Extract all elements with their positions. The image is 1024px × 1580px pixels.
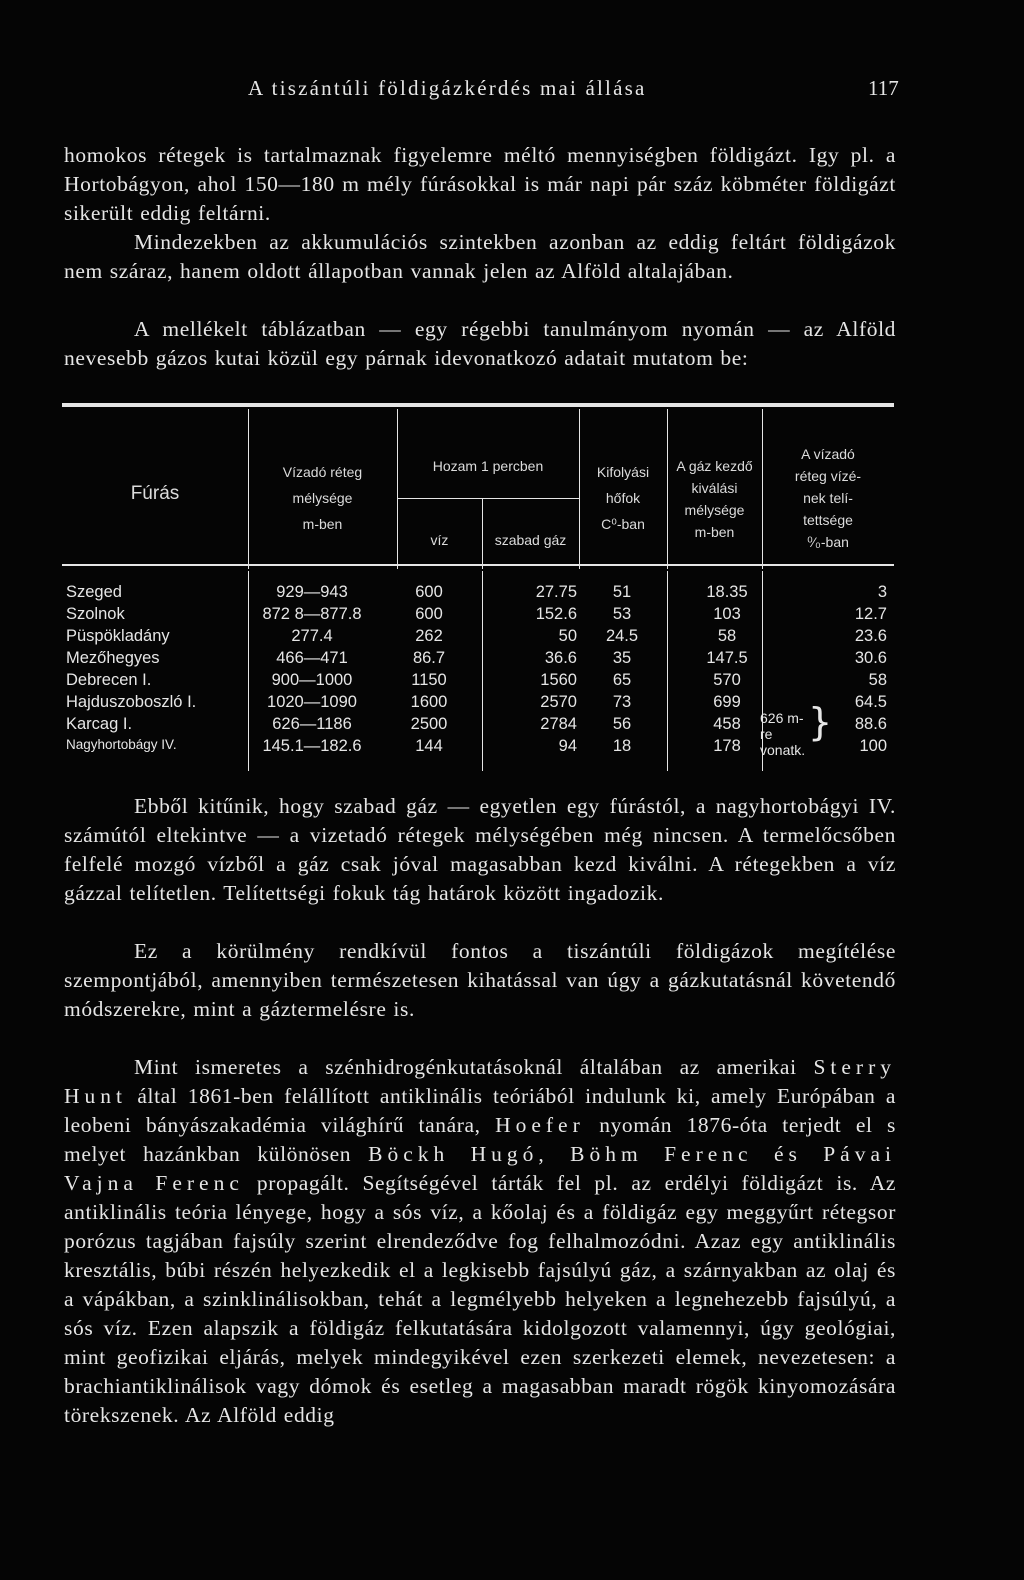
header-telitettseg: A vízadó réteg vízé- nek telí- tettsége ⁰⁄₀-ban	[794, 446, 862, 550]
cell-saturation: 3	[877, 583, 887, 601]
running-head	[0, 76, 1024, 106]
running-title: A tiszántúli földigázkérdés mai állása	[248, 76, 647, 100]
cell-saturation: 58	[868, 671, 887, 689]
paragraph-1: homokos rétegek is tartalmaznak figyelemre méltó mennyiségben földigázt. Igy pl. a Hortobágyon, ahol 150—180 m mély fúrásokkal is már napi pár száz köbméter földigázt sikerült eddig feltárni.	[64, 143, 896, 225]
hozam-subrule	[397, 498, 579, 499]
paragraph-6: Mint ismeretes a szénhidrogénkutatásoknál általában az amerikai Sterry Hunt által 1861-ben felállított antiklinális teóriából indulunk ki, amely Európában a leobeni bányászakadémia világhírű tanára, Hoefer nyomán 1876-óta terjedt el s melyet hazánkban különösen Böckh Hugó, Böhm Ferenc és Pávai Vajna Ferenc propagált. Segítségével tárták fel pl. az erdélyi földigázt is. Az antiklinális teória lényege, hogy a sós víz, a kőolaj és a földigáz egy meggyűrt rétegsor porózus tagjában fajsúly szerint elrendeződve fog felhalmozódni. Azaz egy antiklinális kresztális, búbi részén helyezkedik el a legkisebb fajsúlyú gáz, a szárnyakban az olaj és a vápákban, a szinklinálisokban, tehát a legmélyebb helyeken a legnehezebb fajsúlyú, a sós víz. Ezen alapszik a földigáz felkutatására kidolgozott valamennyi, úgy geológiai, mint geofizikai eljárás, melyek mindegyikével ezen szerkezeti elemek, nevezetesen: a brachiantiklinálisok vagy dómok és esetleg a magasabban maradt rögök kinyomozására törekszenek. Az Alföld eddig	[64, 1055, 896, 1427]
cell-gaz: 152.6	[535, 605, 577, 623]
cell-temp: 51	[612, 583, 632, 601]
cell-viz: 86.7	[412, 649, 446, 667]
names-bockh-bohm-pavai: Böckh Hugó, Böhm Ferenc és Pávai Vajna Ferenc	[64, 1142, 896, 1195]
cell-viz: 600	[415, 583, 443, 601]
cell-temp: 24.5	[605, 627, 639, 645]
cell-saturation: 12.7	[854, 605, 887, 623]
cell-gaz: 50	[558, 627, 577, 645]
paragraph-2: Mindezekben az akkumulációs szintekben azonban az eddig feltárt földigázok nem száraz, hanem oldott állapotban vannak jelen az Alföld altalajában.	[64, 230, 896, 283]
cell-saturation: 100	[859, 737, 887, 755]
cell-temp: 18	[612, 737, 632, 755]
header-hozam: Hozam 1 percben	[432, 458, 544, 474]
cell-temp: 35	[612, 649, 632, 667]
cell-saturation: 88.6	[854, 715, 887, 733]
header-szabad-gaz: szabad gáz	[494, 532, 567, 548]
cell-viz: 144	[415, 737, 443, 755]
paragraph-4: Ebből kitűnik, hogy szabad gáz — egyetlen egy fúrástól, a nagyhortobágyi IV. számútól eltekintve — a vizetadó rétegek mélységében még nincsen. A termelőcsőben felfelé mozgó vízből a gáz csak jóval magasabban kezd kiválni. A rétegekben a víz gázzal telítetlen. Telítettségi fokuk tág határok között ingadozik.	[64, 794, 896, 905]
cell-gas-depth: 178	[713, 737, 741, 755]
cell-gaz: 2784	[540, 715, 577, 733]
cell-depth: 466—471	[276, 649, 348, 667]
paragraph-3: A mellékelt táblázatban — egy régebbi tanulmányom nyomán — az Alföld nevesebb gázos kutai közül egy párnak idevonatkozó adatait mutatom be:	[64, 317, 896, 370]
cell-viz: 1600	[410, 693, 448, 711]
table-top-rule	[62, 403, 894, 407]
table-row	[62, 627, 894, 648]
cell-depth: 145.1—182.6	[262, 737, 362, 755]
header-vizado: Vízadó réteg mélysége m-ben	[282, 464, 363, 532]
cell-saturation: 23.6	[854, 627, 887, 645]
table-row	[62, 649, 894, 670]
cell-name: Püspökladány	[66, 627, 170, 645]
brace-icon: }	[808, 700, 833, 744]
cell-saturation: 64.5	[854, 693, 887, 711]
cell-gaz: 1560	[540, 671, 577, 689]
cell-depth: 929—943	[276, 583, 348, 601]
cell-temp: 73	[612, 693, 632, 711]
cell-viz: 262	[415, 627, 443, 645]
cell-name: Nagyhortobágy IV.	[66, 737, 177, 752]
cell-gas-depth: 103	[713, 605, 741, 623]
cell-gaz: 36.6	[544, 649, 577, 667]
cell-temp: 56	[612, 715, 632, 733]
header-furas: Fúrás	[130, 483, 180, 504]
cell-gas-depth: 147.5	[706, 649, 748, 667]
cell-viz: 2500	[410, 715, 448, 733]
cell-viz: 600	[415, 605, 443, 623]
cell-gaz: 94	[558, 737, 577, 755]
cell-temp: 53	[612, 605, 632, 623]
cell-gaz: 2570	[540, 693, 577, 711]
paragraph-5: Ez a körülmény rendkívül fontos a tiszántúli földigázok megítélése szempontjából, amennyiben természetesen kihatással van úgy a gázkutatásnál követendő módszerekre, mint a gáztermelésre is.	[64, 939, 896, 1021]
cell-depth: 277.4	[291, 627, 333, 645]
cell-name: Hajduszoboszló I.	[66, 693, 197, 711]
header-gaz-kezdo: A gáz kezdő kiválási mélysége m-ben	[676, 458, 753, 540]
cell-viz: 1150	[411, 671, 447, 689]
table-row	[62, 671, 894, 692]
table-row	[62, 605, 894, 626]
table-row	[62, 583, 894, 604]
cell-name: Szolnok	[66, 605, 125, 623]
cell-gaz: 27.75	[535, 583, 577, 601]
name-sterry-hunt: Sterry Hunt	[64, 1055, 896, 1108]
cell-name: Szeged	[66, 583, 122, 601]
cell-gas-depth: 570	[713, 671, 741, 689]
cell-name: Karcag I.	[66, 715, 133, 733]
cell-name: Debrecen I.	[66, 671, 152, 689]
cell-temp: 65	[612, 671, 632, 689]
cell-gas-depth: 458	[713, 715, 741, 733]
name-hoefer: Hoefer	[495, 1113, 585, 1137]
cell-gas-depth: 58	[717, 627, 737, 645]
table-header-rule	[62, 564, 894, 566]
cell-name: Mezőhegyes	[66, 649, 160, 667]
header-kifolyasi: Kifolyási hőfok C⁰-ban	[596, 464, 650, 532]
cell-depth: 1020—1090	[267, 693, 357, 711]
brace-note: 626 m-re vonatk.	[760, 710, 806, 758]
cell-depth: 900—1000	[271, 671, 353, 689]
cell-depth: 872 8—877.8	[262, 605, 362, 623]
cell-gas-depth: 699	[713, 693, 741, 711]
cell-gas-depth: 18.35	[706, 583, 748, 601]
header-viz: víz	[430, 532, 449, 548]
cell-saturation: 30.6	[854, 649, 887, 667]
page-number: 117	[868, 76, 899, 100]
gas-wells-table	[62, 403, 894, 775]
cell-depth: 626—1186	[272, 715, 352, 733]
